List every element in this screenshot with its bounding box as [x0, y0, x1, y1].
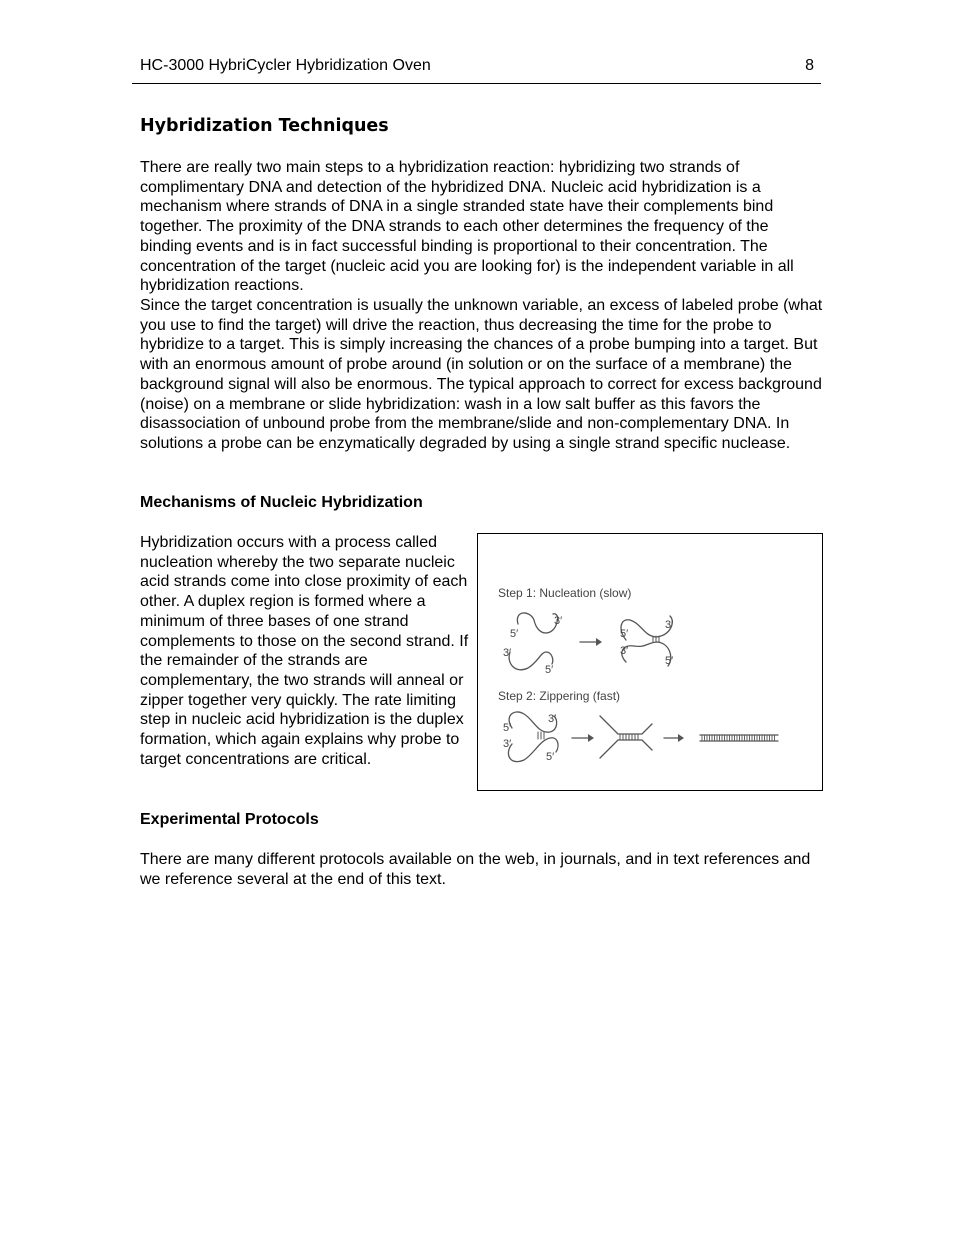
- protocols-paragraph: There are many different protocols available on the web, in journals, and in text references and we reference several at the end of this text.: [140, 851, 811, 888]
- mechanisms-paragraph: Hybridization occurs with a process called nucleation whereby the two separate nucleic acid strands come into close proximity of each other. A duplex region is formed where a minimum of three bases of one strand complements to those on the second strand. If the remainder of the strands are complementary, the two strands will anneal or zipper together very quickly. The rate limiting step in nucleic acid hybridization is the duplex formation, which again explains why probe to target concentrations are critical.: [140, 534, 469, 768]
- step2-arrow1-head: [588, 734, 594, 742]
- step1-arrow-head: [596, 638, 602, 646]
- step1-product-3-end-bottom: 3′: [620, 645, 629, 657]
- zipper-intermediate-lower: [600, 740, 652, 758]
- protocols-heading: Experimental Protocols: [140, 811, 319, 828]
- step2-3-end-left: 3′: [503, 738, 512, 750]
- page-number: 8: [805, 57, 814, 74]
- step2-5-end-bottom: 5′: [546, 751, 555, 763]
- zipper-intermediate-rungs: [620, 734, 638, 740]
- step1-strand-a-3-end: 3′: [554, 615, 563, 627]
- hybridization-figure: [477, 533, 823, 791]
- step2-label: Step 2: Zippering (fast): [498, 689, 621, 703]
- section-title: Hybridization Techniques: [140, 116, 389, 136]
- header-rule: [132, 83, 821, 84]
- intro-paragraph-1: There are really two main steps to a hybridization reaction: hybridizing two strands of complimentary DNA and detection of the hybridized DNA. Nucleic acid hybridization is a mechanism where strands of DNA in a single stranded state have their complements bind together. The proximity of the DNA strands to each other determines the frequency of the binding events and is in fact successful binding is proportional to their concentration. The concentration of the target (nucleic acid you are looking for) is the independent variable in all hybridization reactions.: [140, 159, 794, 295]
- step1-product-3-end-top: 3′: [665, 619, 674, 631]
- step2-duplex-rungs: [538, 732, 544, 739]
- running-header: [140, 56, 814, 76]
- full-duplex-rungs: [702, 735, 775, 741]
- step2-5-end-left: 5′: [503, 722, 512, 734]
- step1-product-lower-strand: [622, 642, 674, 667]
- step2-arrow2-head: [678, 734, 684, 742]
- step1-strand-a-5-end: 5′: [510, 628, 519, 640]
- step1-label: Step 1: Nucleation (slow): [498, 586, 632, 600]
- intro-paragraph-2: Since the target concentration is usually the unknown variable, an excess of labeled probe (what you use to find the target) will drive the reaction, thus decreasing the time for the probe to hybridize to a target. This is simply increasing the chances of a probe bumping into a target. But with an enormous amount of probe around (in solution or on the surface of a membrane) the background signal will also be enormous. The typical approach to correct for excess background (noise) on a membrane or slide hybridization: wash in a low salt buffer as this favors the disassociation of unbound probe from the membrane/slide and non-complementary DNA. In solutions a probe can be enzymatically degraded by using a single strand specific nuclease.: [140, 297, 823, 452]
- step1-strand-a: [517, 613, 557, 633]
- step1-product-5-end-bottom: 5′: [665, 655, 674, 667]
- step1-strand-b-5-end: 5′: [545, 664, 554, 676]
- step2-3-end-top: 3′: [548, 713, 557, 725]
- header-title: HC-3000 HybriCycler Hybridization Oven: [140, 57, 431, 74]
- zipper-intermediate-upper: [600, 716, 652, 734]
- step1-strand-b-3-end: 3′: [503, 647, 512, 659]
- step1-product-5-end-top: 5′: [620, 628, 629, 640]
- hybridization-diagram: [478, 534, 822, 790]
- mechanisms-heading: Mechanisms of Nucleic Hybridization: [140, 494, 423, 511]
